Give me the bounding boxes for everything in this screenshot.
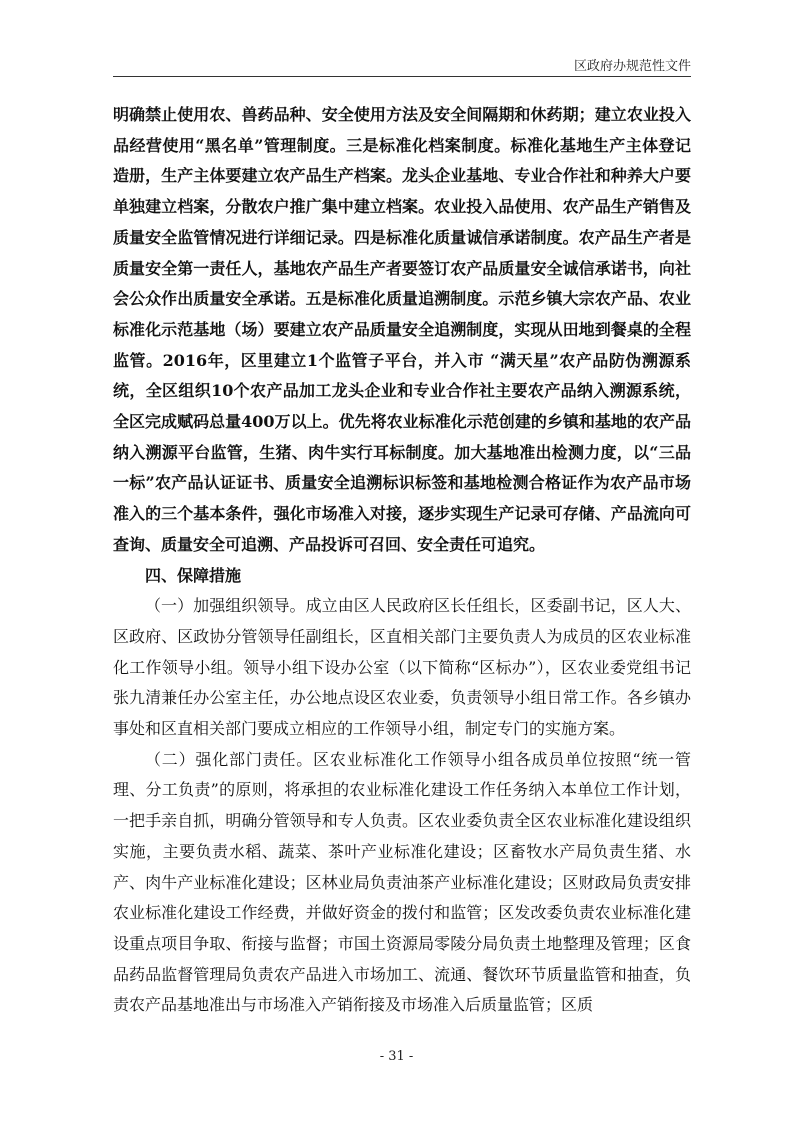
document-category-title: 区政府办规范性文件 <box>573 59 691 74</box>
page-header <box>113 52 691 77</box>
body-paragraph-continued: 明确禁止使用农、兽药品种、安全使用方法及安全间隔期和休药期；建立农业投入品经营使用“黑名单”管理制度。三是标准化档案制度。标准化基地生产主体登记造册，生产主体要建立农产品生产档案。龙头企业基地、专业合作社和种养大户要单独建立档案，分散农户推广集中建立档案。农业投入品使用、农产品生产销售及质量安全监管情况进行详细记录。四是标准化质量诚信承诺制度。农产品生产者是质量安全第一责任人，基地农产品生产者要签订农产品质量安全诚信承诺书，向社会公众作出质量安全承诺。五是标准化质量追溯制度。示范乡镇大宗农产品、农业标准化示范基地（场）要建立农产品质量安全追溯制度，实现从田地到餐桌的全程监管。2016年，区里建立1个监管子平台，并入市 “满天星”农产品防伪溯源系统，全区组织10个农产品加工龙头企业和专业合作社主要农产品纳入溯源系统，全区完成赋码总量400万以上。优先将农业标准化示范创建的乡镇和基地的农产品纳入溯源平台监管，生猪、肉牛实行耳标制度。加大基地准出检测力度，以“三品一标”农产品认证证书、质量安全追溯标识标签和基地检测合格证作为农产品市场准入的三个基本条件，强化市场准入对接，逐步实现生产记录可存储、产品流向可查询、质量安全可追溯、产品投诉可召回、安全责任可追究。 <box>113 105 691 554</box>
page-number: - 31 - <box>379 1049 414 1064</box>
body-paragraph-organization: （一）加强组织领导。成立由区人民政府区长任组长，区委副书记，区人大、区政府、区政协分管领导任副组长，区直相关部门主要负责人为成员的区农业标准化工作领导小组。领导小组下设办公室（以下简称“区标办”），区农业委党组书记张九清兼任办公室主任，办公地点设区农业委，负责领导小组日常工作。各乡镇办事处和区直相关部门要成立相应的工作领导小组，制定专门的实施方案。 <box>113 596 691 739</box>
document-body <box>113 100 691 1021</box>
body-paragraph-responsibility: （二）强化部门责任。区农业标准化工作领导小组各成员单位按照“统一管理、分工负责”的原则，将承担的农业标准化建设工作任务纳入本单位工作计划，一把手亲自抓，明确分管领导和专人负责。区农业委负责全区农业标准化建设组织实施，主要负责水稻、蔬菜、茶叶产业标准化建设；区畜牧水产局负责生猪、水产、肉牛产业标准化建设；区林业局负责油茶产业标准化建设；区财政局负责安排农业标准化建设工作经费，并做好资金的拨付和监管；区发改委负责农业标准化建设重点项目争取、衔接与监督；市国土资源局零陵分局负责土地整理及管理；区食品药品监督管理局负责农产品进入市场加工、流通、餐饮环节质量监管和抽查，负责农产品基地准出与市场准入产销衔接及市场准入后质量监管；区质 <box>113 749 691 1015</box>
section-heading: 四、保障措施 <box>145 565 242 585</box>
